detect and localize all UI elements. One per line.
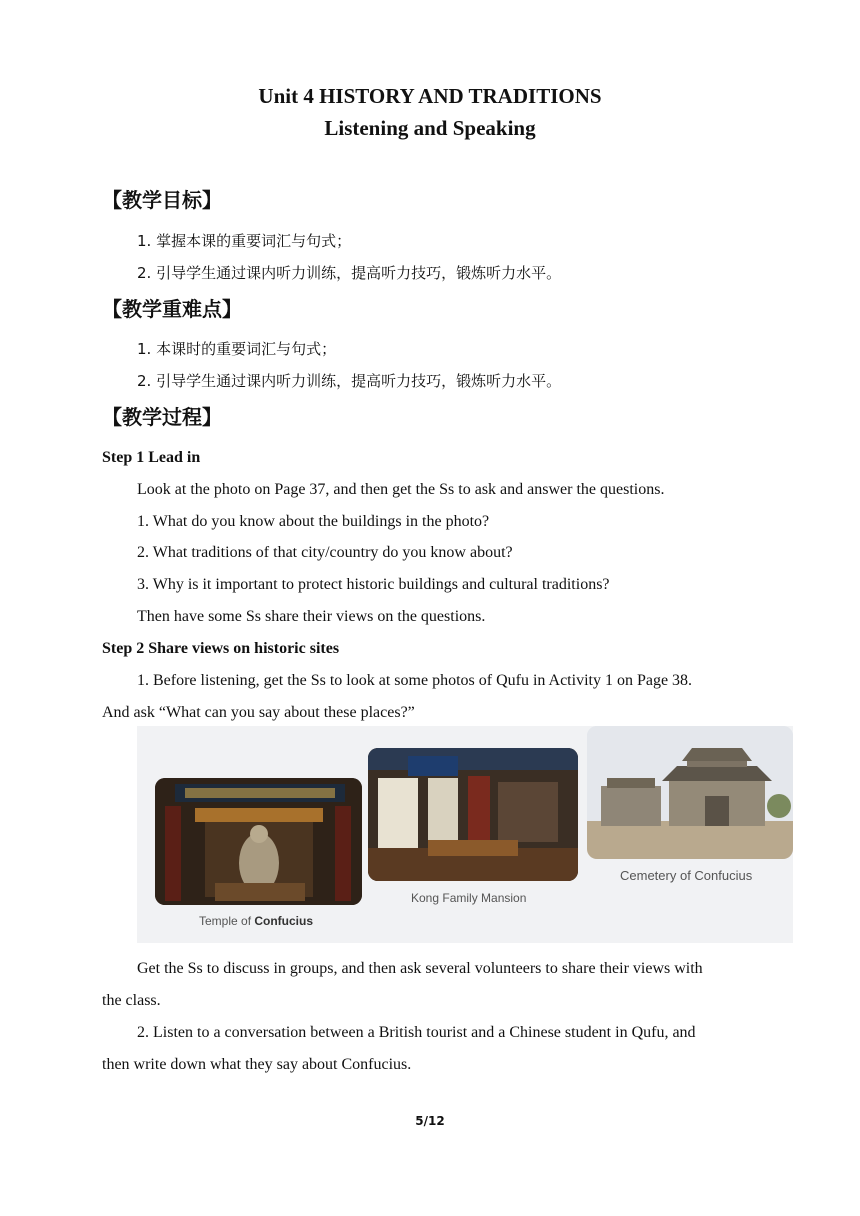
mansion-caption: Kong Family Mansion — [411, 891, 527, 905]
process-heading: 【教学过程】 — [102, 405, 222, 429]
step1-line: 3. Why is it important to protect historic buildings and cultural traditions? — [137, 576, 610, 593]
cemetery-photo — [587, 726, 793, 859]
step1-title: Step 1 Lead in — [102, 449, 201, 466]
step2-paragraph-line: 1. Before listening, get the Ss to look at some photos of Qufu in Activity 1 on Page 38. — [137, 672, 693, 689]
document-title: Unit 4 HISTORY AND TRADITIONS — [258, 84, 602, 108]
objective-item: 1. 掌握本课的重要词汇与句式； — [137, 232, 352, 250]
temple-caption: Temple of Confucius — [199, 914, 314, 928]
qufu-photo-strip — [137, 726, 793, 943]
key-point-item: 1. 本课时的重要词汇与句式； — [137, 340, 337, 358]
step1-line: Look at the photo on Page 37, and then get the Ss to ask and answer the questions. — [137, 481, 665, 498]
step1-line: 2. What traditions of that city/country do you know about? — [137, 544, 513, 561]
step2-paragraph-line: then write down what they say about Confucius. — [102, 1056, 412, 1073]
document-subtitle: Listening and Speaking — [324, 116, 536, 140]
step1-line: Then have some Ss share their views on the questions. — [137, 608, 486, 625]
step1-line: 1. What do you know about the buildings in the photo? — [137, 513, 490, 530]
objective-item: 2. 引导学生通过课内听力训练，提高听力技巧，锻炼听力水平。 — [137, 264, 562, 282]
step2-paragraph-line: And ask “What can you say about these places?” — [102, 704, 415, 721]
step2-paragraph-line: 2. Listen to a conversation between a British tourist and a Chinese student in Qufu, and — [137, 1024, 696, 1041]
key-point-item: 2. 引导学生通过课内听力训练，提高听力技巧，锻炼听力水平。 — [137, 372, 562, 390]
temple-photo — [155, 778, 362, 905]
cemetery-caption: Cemetery of Confucius — [620, 868, 753, 883]
step2-paragraph-line: Get the Ss to discuss in groups, and then ask several volunteers to share their views with — [137, 960, 703, 977]
objectives-heading: 【教学目标】 — [102, 188, 222, 212]
step2-title: Step 2 Share views on historic sites — [102, 640, 340, 657]
mansion-photo — [368, 748, 578, 881]
key-points-heading: 【教学重难点】 — [102, 297, 242, 321]
step2-paragraph-line: the class. — [102, 992, 161, 1009]
page-number: 5/12 — [415, 1114, 445, 1128]
